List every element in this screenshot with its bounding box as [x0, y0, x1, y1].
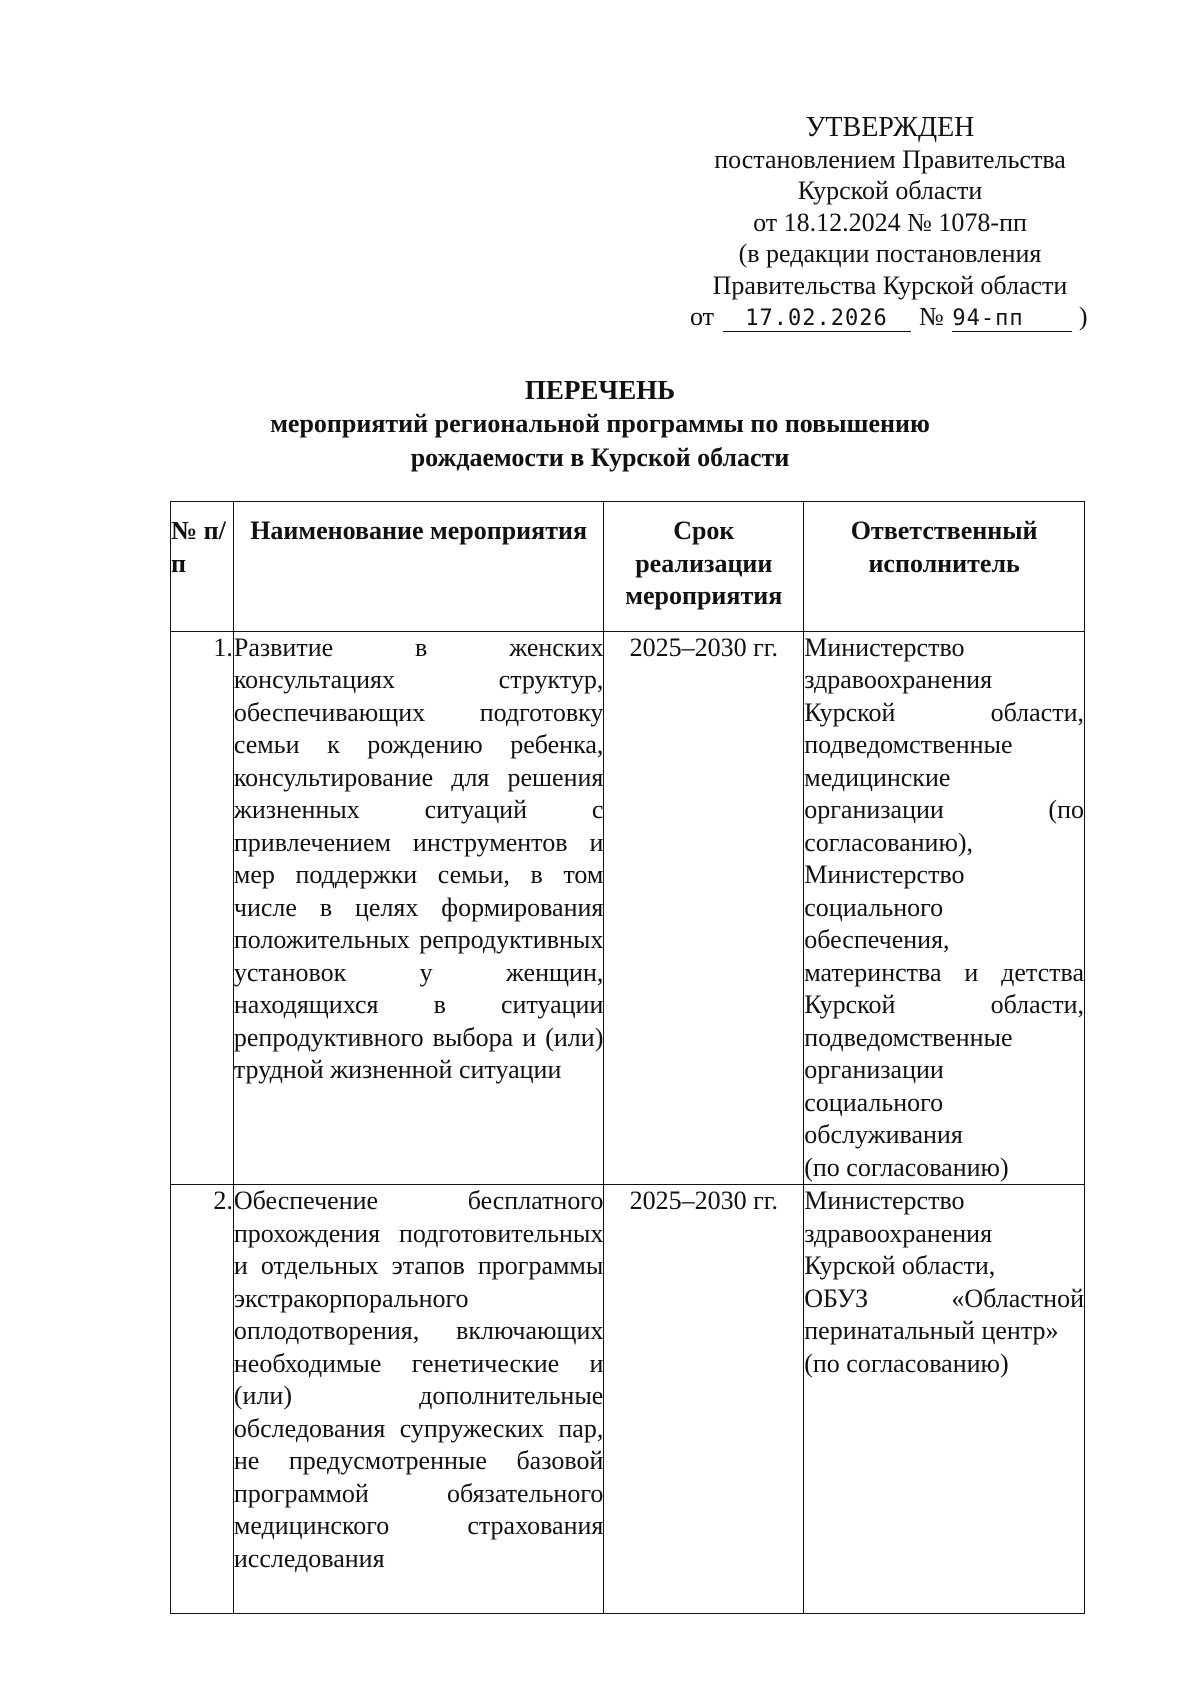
responsible-part-2: Министерство социального обеспечения, материнства и детства Курской области, подведомственные организации социального обслуживания [804, 860, 1084, 1149]
measures-table [170, 501, 1085, 1614]
measure-term: 2025–2030 гг. [604, 1185, 804, 1614]
responsible-part-2: ОБУЗ «Областной перинатальный центр» [804, 1283, 1084, 1345]
edition-number-sign: № [919, 302, 944, 331]
approval-line-1: постановлением Правительства [714, 144, 1066, 174]
table-row [171, 1185, 1085, 1614]
header-responsible: Ответственный исполнитель [804, 502, 1085, 632]
measure-name: Развитие в женских консультациях структур, обеспечивающих подготовку семьи к рождению ребенка, консультирование для решения жизненных ситуаций с привлечением инструментов и мер поддержки семьи, в том числе в целях формирования положительных репродуктивных установок у женщин, находящихся в ситуации репродуктивного выбора и (или) трудной жизненной ситуации [233, 631, 603, 1185]
approval-line-2: Курской области [797, 176, 983, 205]
responsible-part-1: Министерство здравоохранения Курской области, подведомственные медицинские организации (по согласованию), [804, 632, 1084, 857]
edition-prefix: от [690, 302, 715, 331]
table-header-row [171, 502, 1085, 632]
document-heading [150, 373, 1050, 475]
approval-line-4: (в редакции постановления [738, 239, 1042, 268]
measure-name: Обеспечение бесплатного прохождения подготовительных и отдельных этапов программы экстракорпорального оплодотворения, включающих необходимые генетические и (или) дополнительные обследования супружеских пар, не предусмотренные базовой программой обязательного медицинского страхования исследования [233, 1185, 603, 1614]
header-name: Наименование мероприятия [233, 502, 603, 632]
responsible-part-1: Министерство здравоохранения Курской области, [804, 1186, 996, 1280]
measure-term: 2025–2030 гг. [604, 631, 804, 1185]
edition-suffix: ) [1078, 302, 1088, 331]
row-number: 1. [171, 631, 234, 1185]
approval-block [680, 112, 1100, 333]
responsible-part-3: (по согласованию) [804, 1152, 1009, 1182]
measure-responsible [804, 1185, 1085, 1614]
measure-responsible [804, 631, 1085, 1185]
responsible-part-3: (по согласованию) [804, 1348, 1009, 1378]
edition-date: 17.02.2026 [723, 307, 911, 332]
approval-line-3: от 18.12.2024 № 1078-пп [753, 207, 1027, 237]
table-row [171, 631, 1085, 1185]
edition-number: 94-пп [952, 307, 1072, 332]
header-term: Срок реализации мероприятия [604, 502, 804, 632]
header-num: № п/п [171, 502, 234, 632]
document-subtitle-line-2: рождаемости в Курской области [410, 443, 790, 472]
document-subtitle-line-1: мероприятий региональной программы по повышению [270, 409, 930, 438]
edition-line [680, 301, 1100, 333]
row-number: 2. [171, 1185, 234, 1614]
document-title: ПЕРЕЧЕНЬ [524, 375, 676, 405]
approval-line-5: Правительства Курской области [712, 270, 1068, 300]
approval-title: УТВЕРЖДЕН [805, 112, 975, 143]
